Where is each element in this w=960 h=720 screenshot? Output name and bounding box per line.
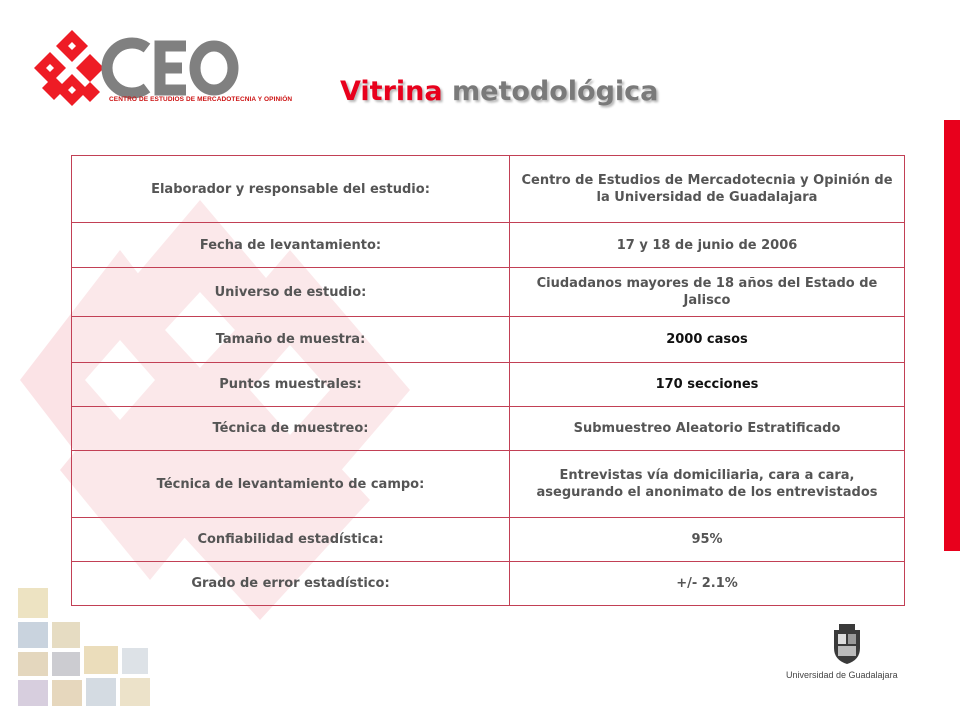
row-label-fecha: Fecha de levantamiento: [72,223,510,268]
row-value-error: +/- 2.1% [510,562,905,606]
row-value-confiabilidad: 95% [510,518,905,562]
row-label-confiabilidad: Confiabilidad estadística: [72,518,510,562]
right-accent-bar [944,120,960,551]
table-row [72,363,905,407]
table-row [72,223,905,268]
table-row [72,268,905,317]
university-name: Universidad de Guadalajara [786,670,898,680]
page-title [340,76,658,107]
ceo-wordmark [107,43,233,93]
table-row [72,562,905,606]
table-row [72,518,905,562]
title-part-metodologica: metodológica [452,76,659,107]
udg-seal-icon [830,622,864,666]
table-row [72,317,905,363]
row-value-tecnica-muestreo: Submuestreo Aleatorio Estratificado [510,407,905,451]
table-row [72,407,905,451]
row-value-responsable: Centro de Estudios de Mercadotecnia y Opinión de la Universidad de Guadalajara [510,156,905,223]
row-label-universo: Universo de estudio: [72,268,510,317]
row-label-responsable: Elaborador y responsable del estudio: [72,156,510,223]
row-label-puntos: Puntos muestrales: [72,363,510,407]
row-label-tecnica-muestreo: Técnica de muestreo: [72,407,510,451]
title-part-vitrina: Vitrina [340,76,443,107]
ceo-diamond-mark [34,30,104,106]
table-row [72,451,905,518]
row-value-universo: Ciudadanos mayores de 18 años del Estado de Jalisco [510,268,905,317]
logo-subtitle: CENTRO DE ESTUDIOS DE MERCADOTECNIA Y OPINIÓN [109,96,293,103]
row-value-puntos: 170 secciones [510,363,905,407]
row-value-tamano: 2000 casos [510,317,905,363]
row-label-tecnica-campo: Técnica de levantamiento de campo: [72,451,510,518]
row-label-error: Grado de error estadístico: [72,562,510,606]
table-row [72,156,905,223]
row-value-tecnica-campo: Entrevistas vía domiciliaria, cara a cara, asegurando el anonimato de los entrevistados [510,451,905,518]
methodology-table [71,155,905,606]
row-value-fecha: 17 y 18 de junio de 2006 [510,223,905,268]
photo-mosaic [18,588,154,708]
row-label-tamano: Tamaño de muestra: [72,317,510,363]
